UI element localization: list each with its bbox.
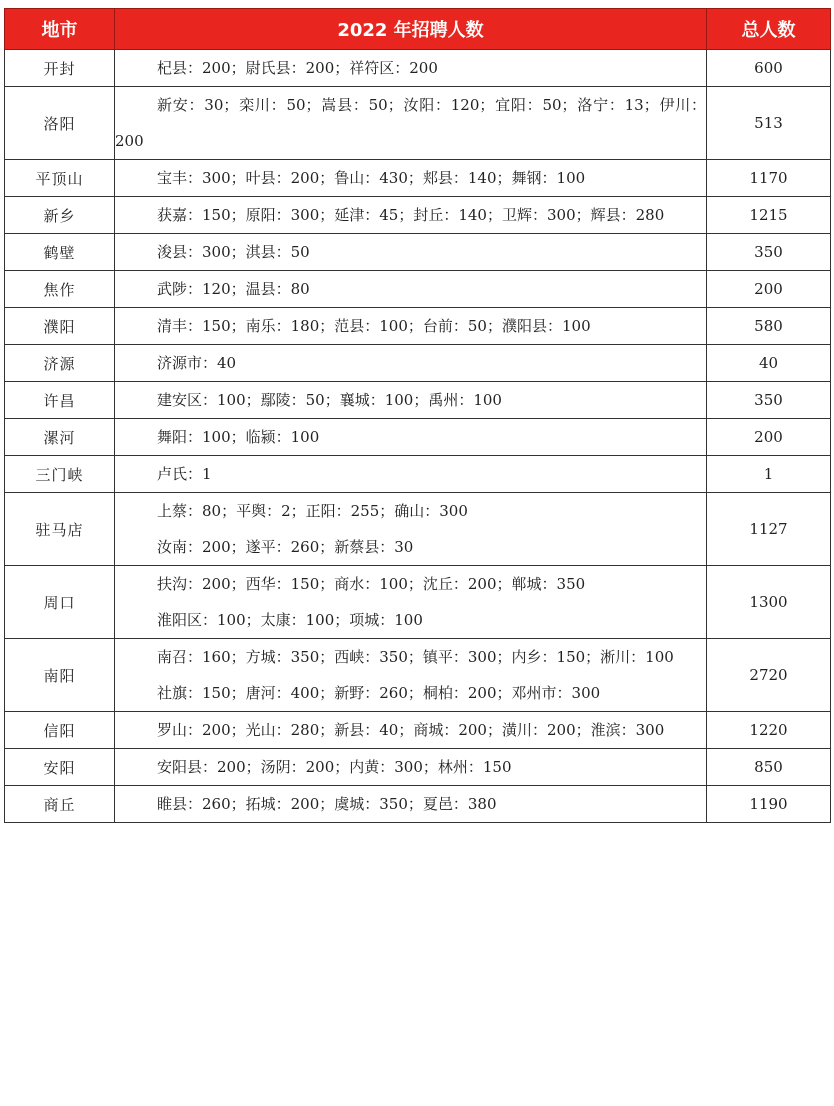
- city-cell: 鹤壁: [5, 234, 115, 271]
- total-cell: 1127: [707, 493, 831, 566]
- county-breakdown-cell: [115, 419, 707, 456]
- table-body: [5, 50, 831, 823]
- city-cell: 商丘: [5, 786, 115, 823]
- total-cell: 350: [707, 382, 831, 419]
- county-breakdown-cell: [115, 234, 707, 271]
- total-cell: 200: [707, 271, 831, 308]
- table-row: [5, 87, 831, 160]
- county-breakdown-cell: [115, 197, 707, 234]
- table-row: [5, 566, 831, 639]
- table-row: [5, 493, 831, 566]
- county-breakdown-line: 济源市：40: [157, 354, 237, 372]
- total-cell: 1220: [707, 712, 831, 749]
- county-breakdown-line: 汝南：200；遂平：260；新蔡县：30: [157, 538, 414, 556]
- county-breakdown-line: 建安区：100；鄢陵：50；襄城：100；禹州：100: [157, 391, 502, 409]
- city-cell: 平顶山: [5, 160, 115, 197]
- city-cell: 安阳: [5, 749, 115, 786]
- county-breakdown-cell: [115, 50, 707, 87]
- county-breakdown-line: 上蔡：80；平舆：2；正阳：255；确山：300: [157, 502, 468, 520]
- total-cell: 1: [707, 456, 831, 493]
- city-cell: 许昌: [5, 382, 115, 419]
- table-row: [5, 712, 831, 749]
- table-row: [5, 382, 831, 419]
- county-breakdown-line: 宝丰：300；叶县：200；鲁山：430；郏县：140；舞钢：100: [157, 169, 586, 187]
- county-breakdown-cell: [115, 87, 707, 160]
- county-breakdown-cell: [115, 566, 707, 639]
- county-breakdown-line: 浚县：300；淇县：50: [157, 243, 310, 261]
- county-breakdown-line: 安阳县：200；汤阴：200；内黄：300；林州：150: [157, 758, 512, 776]
- total-cell: 200: [707, 419, 831, 456]
- city-cell: 信阳: [5, 712, 115, 749]
- county-breakdown-cell: [115, 786, 707, 823]
- city-cell: 洛阳: [5, 87, 115, 160]
- city-cell: 焦作: [5, 271, 115, 308]
- county-breakdown-cell: [115, 639, 707, 712]
- county-breakdown-cell: [115, 271, 707, 308]
- city-cell: 三门峡: [5, 456, 115, 493]
- recruitment-table: [4, 8, 831, 823]
- city-cell: 驻马店: [5, 493, 115, 566]
- city-cell: 濮阳: [5, 308, 115, 345]
- county-breakdown-line: 扶沟：200；西华：150；商水：100；沈丘：200；郸城：350: [157, 575, 586, 593]
- header-total: 总人数: [707, 9, 831, 50]
- table-row: [5, 456, 831, 493]
- city-cell: 周口: [5, 566, 115, 639]
- county-breakdown-cell: [115, 308, 707, 345]
- header-row: [5, 9, 831, 50]
- total-cell: 1215: [707, 197, 831, 234]
- county-breakdown-line: 睢县：260；拓城：200；虞城：350；夏邑：380: [157, 795, 497, 813]
- county-breakdown-cell: [115, 160, 707, 197]
- table-row: [5, 639, 831, 712]
- table-row: [5, 308, 831, 345]
- county-breakdown-cell: [115, 493, 707, 566]
- county-breakdown-line: 罗山：200；光山：280；新县：40；商城：200；潢川：200；淮滨：300: [157, 721, 665, 739]
- county-breakdown-line: 卢氏：1: [157, 465, 212, 483]
- city-cell: 南阳: [5, 639, 115, 712]
- county-breakdown-line: 舞阳：100；临颍：100: [157, 428, 320, 446]
- total-cell: 600: [707, 50, 831, 87]
- header-recruit-count: 2022 年招聘人数: [115, 9, 707, 50]
- header-city: 地市: [5, 9, 115, 50]
- county-breakdown-cell: [115, 749, 707, 786]
- total-cell: 40: [707, 345, 831, 382]
- table-row: [5, 271, 831, 308]
- total-cell: 2720: [707, 639, 831, 712]
- city-cell: 新乡: [5, 197, 115, 234]
- county-breakdown-cell: [115, 382, 707, 419]
- table-row: [5, 419, 831, 456]
- county-breakdown-line: 获嘉：150；原阳：300；延津：45；封丘：140；卫辉：300；辉县：280: [157, 206, 665, 224]
- county-breakdown-line: 武陟：120；温县：80: [157, 280, 310, 298]
- table-row: [5, 749, 831, 786]
- county-breakdown-cell: [115, 345, 707, 382]
- county-breakdown-line: 杞县：200；尉氏县：200；祥符区：200: [157, 59, 438, 77]
- total-cell: 1170: [707, 160, 831, 197]
- total-cell: 1190: [707, 786, 831, 823]
- total-cell: 1300: [707, 566, 831, 639]
- total-cell: 513: [707, 87, 831, 160]
- total-cell: 580: [707, 308, 831, 345]
- table-row: [5, 345, 831, 382]
- county-breakdown-cell: [115, 712, 707, 749]
- table-row: [5, 50, 831, 87]
- total-cell: 350: [707, 234, 831, 271]
- county-breakdown-line: 新安：30；栾川：50；嵩县：50；汝阳：120；宜阳：50；洛宁：13；伊川：200: [115, 96, 706, 150]
- county-breakdown-cell: [115, 456, 707, 493]
- table-row: [5, 160, 831, 197]
- county-breakdown-line: 淮阳区：100；太康：100；项城：100: [157, 611, 423, 629]
- city-cell: 开封: [5, 50, 115, 87]
- table-row: [5, 786, 831, 823]
- county-breakdown-line: 南召：160；方城：350；西峡：350；镇平：300；内乡：150；淅川：100: [157, 648, 674, 666]
- county-breakdown-line: 社旗：150；唐河：400；新野：260；桐柏：200；邓州市：300: [157, 684, 601, 702]
- city-cell: 济源: [5, 345, 115, 382]
- county-breakdown-line: 清丰：150；南乐：180；范县：100；台前：50；濮阳县：100: [157, 317, 591, 335]
- table-row: [5, 197, 831, 234]
- table-row: [5, 234, 831, 271]
- city-cell: 漯河: [5, 419, 115, 456]
- total-cell: 850: [707, 749, 831, 786]
